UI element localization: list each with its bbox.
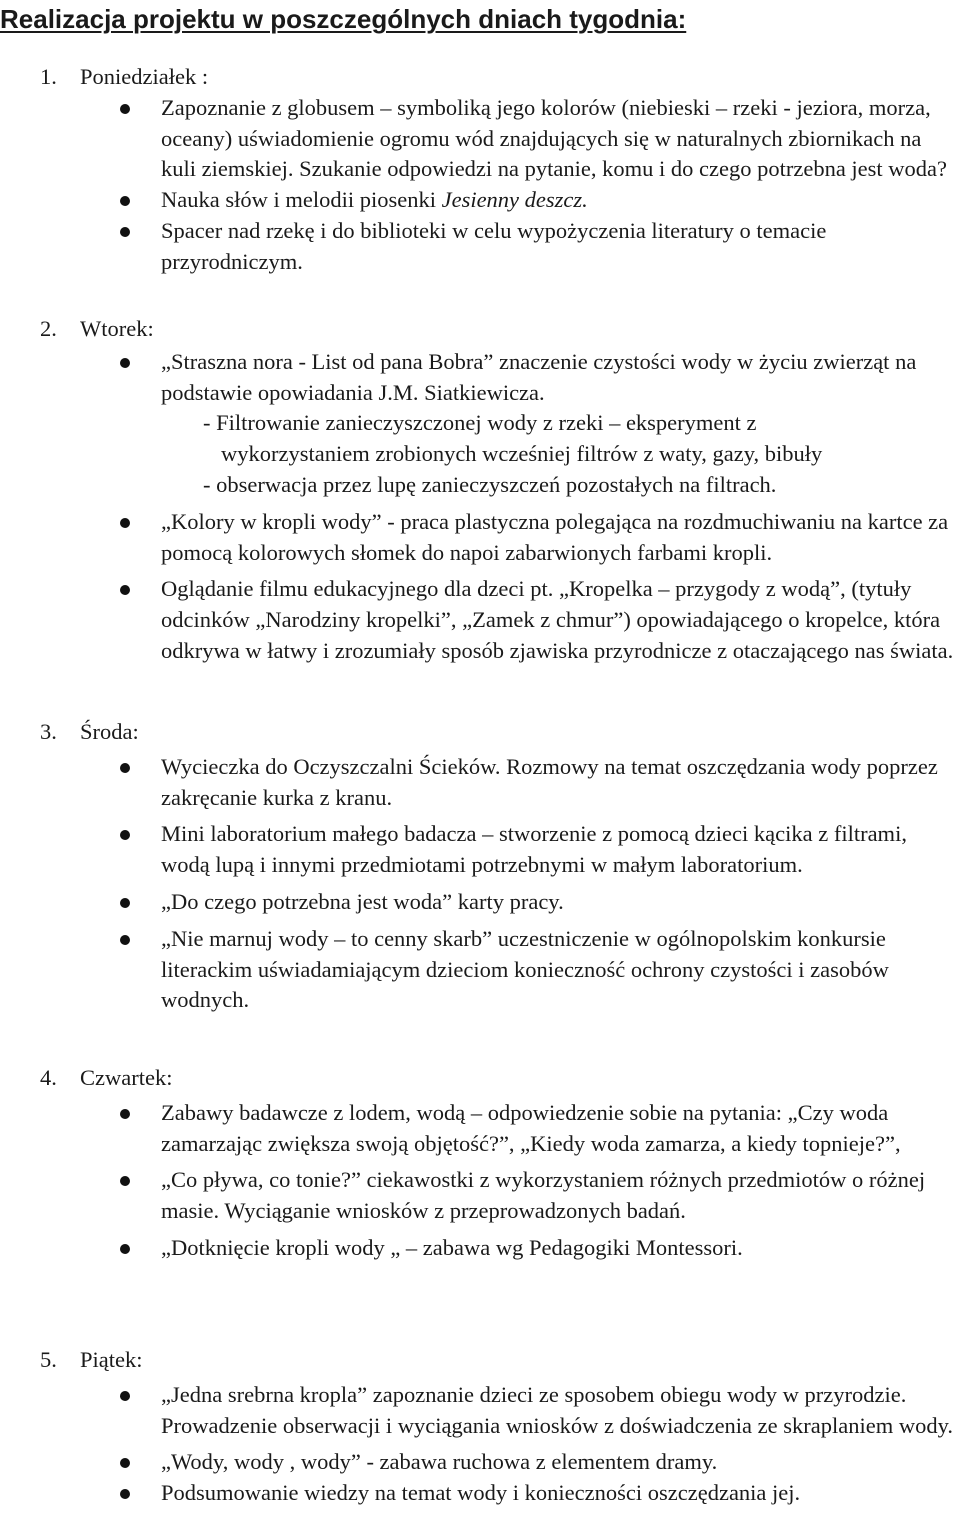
day-name: Środa:	[80, 719, 139, 744]
day-number: 1.	[40, 64, 57, 89]
list-item	[0, 887, 956, 918]
bullet-icon	[120, 1458, 130, 1468]
item-text: Podsumowanie wiedzy na temat wody i konieczności oszczędzania jej.	[161, 1480, 801, 1506]
activity-list	[0, 1098, 960, 1264]
bullet-icon	[120, 518, 130, 528]
list-item	[0, 1380, 956, 1442]
item-text: Mini laboratorium małego badacza – stworzenie z pomocą dzieci kącika z filtrami, wodą lupą i innymi przedmiotami potrzebnymi w małym laboratorium.	[161, 821, 907, 878]
item-text: „Wody, wody , wody” - zabawa ruchowa z elementem dramy.	[161, 1449, 718, 1475]
item-text: „Dotknięcie kropli wody „ – zabawa wg Pedagogiki Montessori.	[161, 1234, 743, 1260]
list-item	[0, 1233, 956, 1264]
bullet-icon	[120, 585, 130, 595]
day-monday	[0, 62, 960, 278]
list-item	[0, 1478, 956, 1509]
day-friday	[0, 1345, 960, 1509]
bullet-icon	[120, 1244, 130, 1254]
day-number: 3.	[40, 719, 57, 744]
sub-item-text: - Filtrowanie zanieczyszczonej wody z rzeki – eksperyment z	[203, 410, 757, 436]
item-text: „Do czego potrzebna jest woda” karty pracy.	[161, 888, 564, 914]
day-number: 5.	[40, 1347, 57, 1372]
bullet-icon	[120, 358, 130, 368]
bullet-icon	[120, 196, 130, 206]
day-number: 4.	[40, 1065, 57, 1090]
list-item	[0, 347, 956, 501]
list-item	[0, 1165, 956, 1227]
list-item	[0, 924, 956, 1016]
day-name: Wtorek:	[80, 316, 154, 341]
list-item	[0, 1447, 956, 1478]
sub-item-text: wykorzystaniem zrobionych wcześniej filtrów z waty, gazy, bibuły	[221, 441, 823, 467]
activity-list	[0, 752, 960, 1016]
bullet-icon	[120, 1391, 130, 1401]
item-text: „Kolory w kropli wody” - praca plastyczna polegająca na rozdmuchiwaniu na kartce za pomocą kolorowych słomek do napoi zabarwionych farbami kropli.	[161, 508, 949, 565]
list-item	[0, 216, 956, 278]
item-text: Wycieczka do Oczyszczalni Ścieków. Rozmowy na temat oszczędzania wody poprzez zakręcanie kurka z kranu.	[161, 753, 938, 810]
list-item	[0, 574, 956, 666]
item-text: Zabawy badawcze z lodem, wodą – odpowiedzenie sobie na pytania: „Czy woda zamarzając zwiększa swoją objętość?”, „Kiedy woda zamarza, a kiedy topnieje?”,	[161, 1099, 901, 1156]
bullet-icon	[120, 104, 130, 114]
day-thursday	[0, 1063, 960, 1264]
day-tuesday	[0, 314, 960, 667]
activity-list	[0, 1380, 960, 1509]
song-title: Jesienny deszcz.	[441, 187, 588, 213]
bullet-icon	[120, 830, 130, 840]
bullet-icon	[120, 1489, 130, 1499]
bullet-icon	[120, 763, 130, 773]
list-item	[0, 93, 956, 185]
list-item	[0, 819, 956, 881]
item-text: Nauka słów i melodii piosenki Jesienny deszcz.	[161, 187, 588, 213]
list-item	[0, 507, 956, 569]
item-text: Zapoznanie z globusem – symboliką jego kolorów (niebieski – rzeki - jeziora, morza, oceany) uświadomienie ogromu wód znajdujących się w naturalnych zbiornikach na kuli ziemskiej. Szukanie odpowiedzi na pytanie, komu i do czego potrzebna jest woda?	[161, 94, 948, 182]
list-item	[0, 1098, 956, 1160]
day-number: 2.	[40, 316, 57, 341]
bullet-icon	[120, 1176, 130, 1186]
list-item	[0, 185, 956, 216]
item-text: „Jedna srebrna kropla” zapoznanie dzieci ze sposobem obiegu wody w przyrodzie. Prowadzenie obserwacji i wyciągania wniosków z doświadczenia ze skraplaniem wody.	[161, 1381, 954, 1438]
bullet-icon	[120, 1109, 130, 1119]
page-title: Realizacja projektu w poszczególnych dniach tygodnia:	[0, 4, 687, 34]
day-name: Poniedziałek :	[80, 64, 209, 89]
item-text: Oglądanie filmu edukacyjnego dla dzeci pt. „Kropelka – przygody z wodą”, (tytuły odcinków „Narodziny kropelki”, „Zamek z chmur”) opowiadającego o kropelce, która odkrywa w łatwy i zrozumiały sposób zjawiska przyrodnicze z otaczającego nas świata.	[161, 576, 954, 663]
activity-list	[0, 93, 960, 278]
activity-list	[0, 347, 960, 667]
day-name: Piątek:	[80, 1347, 143, 1372]
bullet-icon	[120, 935, 130, 945]
item-text: Spacer nad rzekę i do biblioteki w celu wypożyczenia literatury o temacie przyrodniczym.	[161, 217, 827, 274]
bullet-icon	[120, 227, 130, 237]
list-item	[0, 752, 956, 814]
sub-item-text: - obserwacja przez lupę zanieczyszczeń pozostałych na filtrach.	[203, 471, 777, 497]
day-wednesday	[0, 717, 960, 1016]
item-text: „Nie marnuj wody – to cenny skarb” uczestniczenie w ogólnopolskim konkursie literackim uświadamiającym dzieciom konieczność ochrony czystości i zasobów wodnych.	[161, 925, 889, 1013]
item-text: „Co pływa, co tonie?” ciekawostki z wykorzystaniem różnych przedmiotów o różnej masie. Wyciąganie wniosków z przeprowadzonych badań.	[161, 1167, 926, 1224]
item-text: „Straszna nora - List od pana Bobra” znaczenie czystości wody w życiu zwierząt na podstawie opowiadania J.M. Siatkiewicza.	[161, 348, 917, 405]
bullet-icon	[120, 898, 130, 908]
day-name: Czwartek:	[80, 1065, 173, 1090]
